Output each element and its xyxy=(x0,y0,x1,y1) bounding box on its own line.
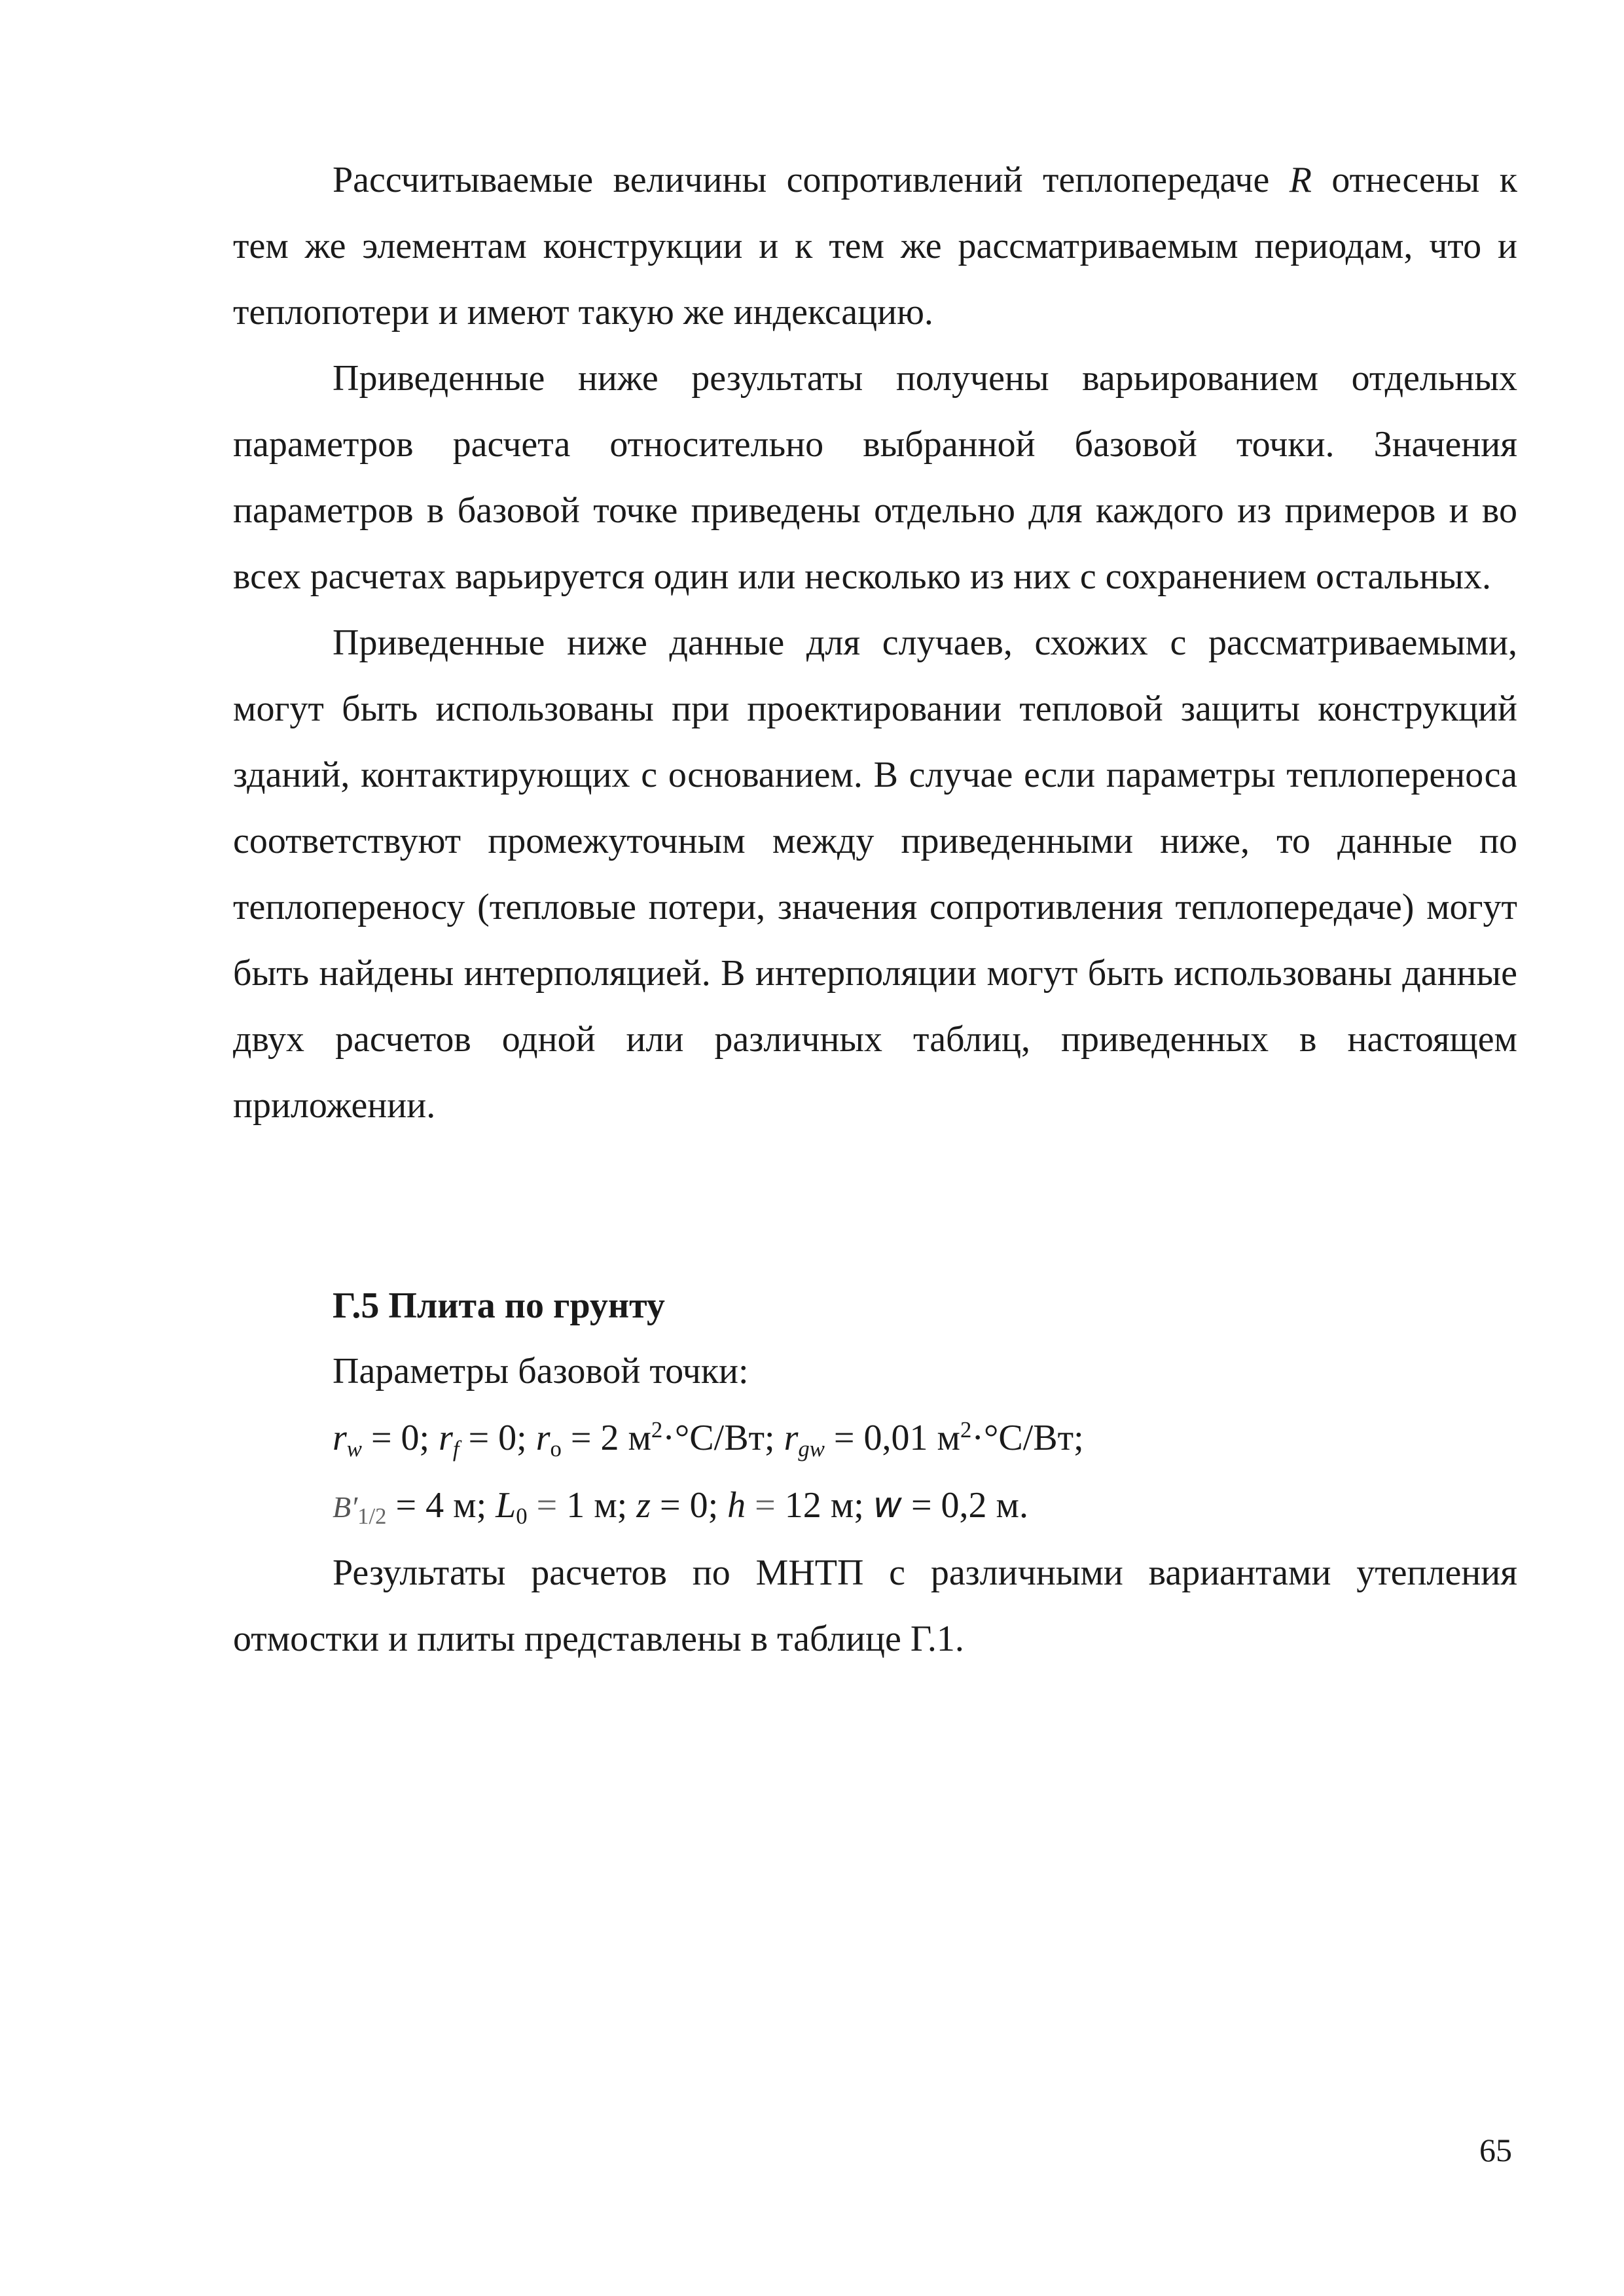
formula-line-1 xyxy=(333,1405,1084,1471)
symbol-rw: r xyxy=(333,1418,347,1458)
equals-sign: = xyxy=(746,1485,785,1526)
page-number: 65 xyxy=(1479,2132,1512,2168)
symbol-w: w xyxy=(873,1484,902,1526)
symbol-r: R xyxy=(1289,160,1312,200)
formula-line-2 xyxy=(333,1472,1028,1540)
symbol-h: h xyxy=(727,1485,746,1526)
subscript-0: 0 xyxy=(516,1503,528,1529)
section-heading: Г.5 Плита по грунту xyxy=(333,1285,665,1326)
superscript-2: 2 xyxy=(651,1416,663,1443)
body-text xyxy=(233,147,1517,1139)
subscript-o: o xyxy=(550,1435,562,1462)
symbol-l0: L xyxy=(496,1485,516,1526)
paragraph-text: отнесены к тем же элементам конструкции и к тем же рассматриваемым периодам, что и теплопотери и имеют такую же индексацию. xyxy=(233,160,1517,332)
value-text: 1 м; xyxy=(566,1485,637,1526)
symbol-rgw: r xyxy=(784,1418,799,1458)
value-text: 12 м; xyxy=(784,1485,873,1526)
paragraph-results-table: Результаты расчетов по МНТП с различными вариантами утепления отмостки и плиты представлены в таблице Г.1. xyxy=(233,1552,1517,1659)
subscript-half: 1/2 xyxy=(357,1503,387,1529)
value-text: = 0; xyxy=(459,1418,536,1458)
paragraph-results-variation: Приведенные ниже результаты получены варьированием отдельных параметров расчета относительно выбранной базовой точки. Значения параметров в базовой точке приведены отдельно для каждого из примеров и во всех расчетах варьируется один или несколько из них с сохранением остальных. xyxy=(233,358,1517,597)
symbol-rf: r xyxy=(439,1418,453,1458)
symbol-b-prime: B′ xyxy=(333,1490,358,1524)
paragraph-text: Рассчитываемые величины сопротивлений теплопередаче xyxy=(333,160,1290,200)
subscript-gw: gw xyxy=(798,1435,825,1462)
unit-text: ·°С/Вт; xyxy=(971,1418,1084,1458)
params-label: Параметры базовой точки: xyxy=(333,1351,749,1391)
symbol-ro: r xyxy=(535,1418,550,1458)
subscript-f: f xyxy=(452,1435,460,1462)
value-text: = 0,2 м. xyxy=(901,1485,1028,1526)
superscript-2: 2 xyxy=(960,1416,972,1443)
value-text: = 2 м xyxy=(561,1418,651,1458)
symbol-z: z xyxy=(636,1485,651,1526)
equals-sign: = xyxy=(527,1485,567,1526)
subscript-w: w xyxy=(346,1435,362,1462)
unit-text: ·°С/Вт; xyxy=(662,1418,784,1458)
value-text: = 0; xyxy=(361,1418,439,1458)
paragraph-resistance xyxy=(233,147,1517,346)
value-text: = 4 м; xyxy=(386,1485,496,1526)
value-text: = 0,01 м xyxy=(824,1418,960,1458)
value-text: = 0; xyxy=(651,1485,728,1526)
paragraph-interpolation: Приведенные ниже данные для случаев, схожих с рассматриваемыми, могут быть использованы при проектировании тепловой защиты конструкций зданий, контактирующих с основанием. В случае если параметры теплопереноса соответствуют промежуточным между приведенными ниже, то данные по теплопереносу (тепловые потери, значения сопротивления теплопередаче) могут быть найдены интерполяцией. В интерполяции могут быть использованы данные двух расчетов одной или различных таблиц, приведенных в настоящем приложении. xyxy=(233,622,1517,1126)
